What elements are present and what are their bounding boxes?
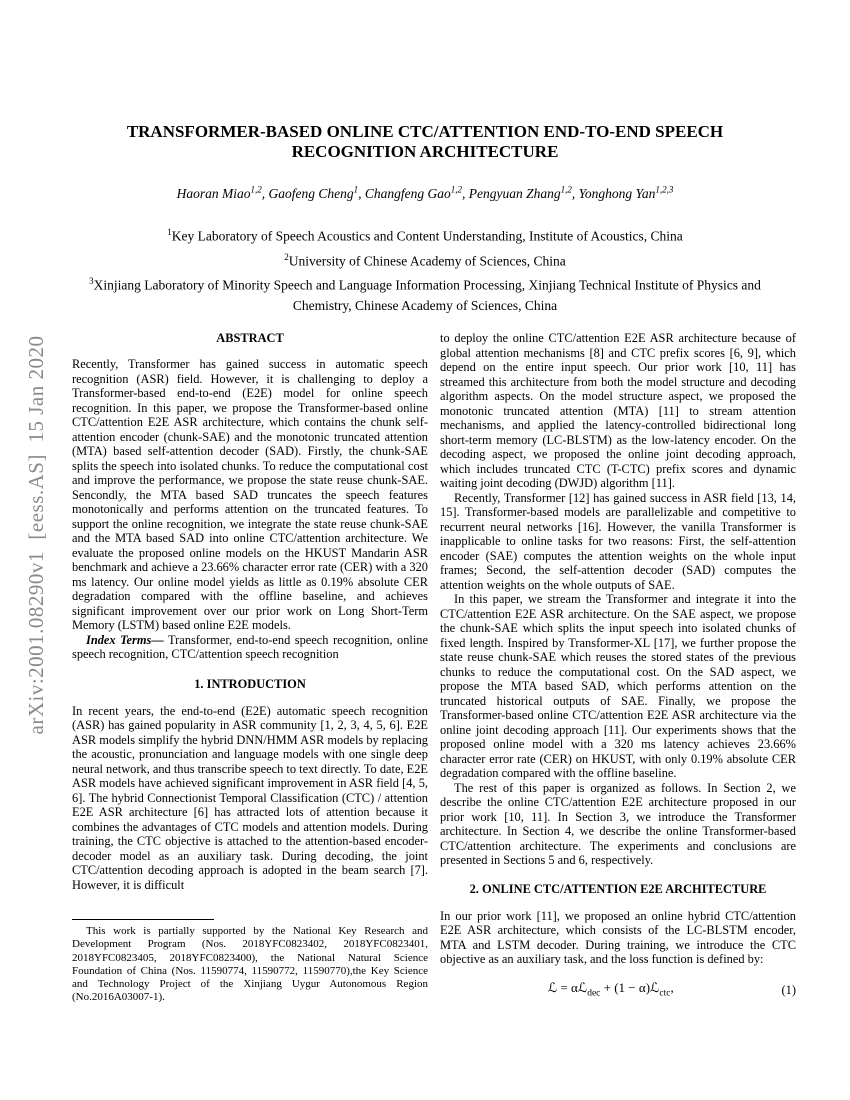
paragraph-transformer-success: Recently, Transformer [12] has gained success in ASR field [13, 14, 15]. Transformer-based models are parallelizable and competitive to recurrent neural networks [16]. However, the vanilla Transformer is inapplicable to online tasks for two reasons: First, the self-attention encoder (SAE) computes the attention weights on the whole input frames; Second, the self-attention decoder (SAD) computes the attention weights on the whole outputs of SAE. [440, 490, 796, 592]
author: Pengyuan Zhang$^{1,2}$, [468, 184, 579, 201]
index-terms [72, 633, 428, 662]
affiliation: $^2$University of Chinese Academy of Sciences, China [284, 251, 566, 268]
section-heading-online-ctc-attention: 2. ONLINE CTC/ATTENTION E2E ARCHITECTURE [469, 881, 767, 896]
paragraph-section2-intro: In our prior work [11], we proposed an online hybrid CTC/attention E2E ASR architecture, which consists of the LC-BLSTM encoder, MTA and LSTM decoder. During training, we introduce the CTC objective as an auxiliary task, and the loss function is defined by: [440, 908, 796, 966]
author-superscript: 1,2 [560, 184, 572, 194]
subscript-ctc: ctc [659, 988, 671, 999]
affiliation: $^3$Xinjiang Laboratory of Minority Speech and Language Information Processing, Xinjiang Technical Institute of Physics and Chemistry, Chinese Academy of Sciences, China [89, 276, 761, 313]
affiliations-block [85, 222, 765, 316]
affiliation-superscript: 2 [284, 251, 289, 262]
equation-row [440, 981, 796, 1001]
right-column [440, 331, 796, 1001]
paragraph-contributions: In this paper, we stream the Transformer and integrate it into the CTC/attention E2E ASR architecture. On the SAE aspect, we propose the chunk-SAE which splits the input speech into isolated chunks of fixed length. Inspired by Transformer-XL [17], we further propose the state reuse chunk-SAE which reuses the stored states of the previous chunks to reduce the computational cost. On the SAD aspect, we propose the MTA based SAD, which performs attention on the truncated historical outputs of SAE. Finally, we propose the Transformer-based online CTC/attention E2E ASR architecture via the online joint decoding approach [11]. Our experiments shows that the proposed online model with a 320 ms latency achieves 23.66% character error rate (CER) on HKUST, with only 0.19% absolute CER degradation compared with the offline baseline. [440, 592, 796, 780]
paper-title-line2: RECOGNITION ARCHITECTURE [291, 142, 559, 161]
footnote-block [72, 919, 428, 1005]
section-heading-introduction: 1. INTRODUCTION [194, 676, 306, 691]
arxiv-stamp: arXiv:2001.08290v1 [eess.AS] 15 Jan 2020 [24, 335, 48, 735]
author-superscript: 1,2,3 [655, 184, 674, 194]
affiliation-superscript: 1 [167, 227, 172, 237]
introduction-paragraph: In recent years, the end-to-end (E2E) automatic speech recognition (ASR) has gained popularity in ASR community [1, 2, 3, 4, 5, 6]. E2E ASR models simplify the hybrid DNN/HMM ASR models by replacing the acoustic, pronunciation and language models with one single deep neural network, and thus transcribe speech to text directly. To date, E2E ASR models have achieved significant improvement in ASR field [4, 5, 6]. The hybrid Connectionist Temporal Classification (CTC) / attention E2E ASR architecture [6] has attracted lots of attention because it combines the advantages of CTC models and attention models. During training, the CTC objective is attached to the attention-based encoder-decoder model as an auxiliary task. During decoding, the joint CTC/attention decoding approach is adopted in the beam search [7]. However, it is difficult [72, 703, 428, 892]
author-superscript: 1 [353, 184, 359, 194]
authors-line [85, 184, 765, 202]
footnote-text: This work is partially supported by the National Key Research and Development Program (Nos. 2018YFC0823402, 2018YFC0823401, 2018YFC0823405, 2018YFC0823400), the National Natural Science Foundation of China (Nos. 11590774, 11590772, 11590770),the Key Science and Technology Project of the Xinjiang Uygur Autonomous Region (No.2016A03007-1). [72, 925, 428, 1004]
author: Yonghong Yan$^{1,2,3}$ [578, 184, 674, 201]
paper-title [85, 122, 765, 162]
left-column [72, 331, 428, 892]
affiliation: $^1$Key Laboratory of Speech Acoustics and Content Understanding, Institute of Acoustics, China [167, 227, 683, 244]
author-superscript: 1,2 [250, 184, 262, 194]
equation-number: (1) [781, 983, 796, 998]
author: Gaofeng Cheng$^1$, [268, 184, 365, 201]
author: Changfeng Gao$^{1,2}$, [364, 184, 469, 201]
index-terms-label: Index Terms— [86, 632, 164, 647]
loss-function-equation: ℒ = αℒ$_{dec}$ + (1 − α)ℒ$_{ctc}$, [547, 979, 674, 999]
affiliation-superscript: 3 [89, 276, 94, 286]
index-terms-text: Transformer, end-to-end speech recognition, online speech recognition, CTC/attention speech recognition [72, 632, 428, 661]
paper-title-line1: TRANSFORMER-BASED ONLINE CTC/ATTENTION END-TO-END SPEECH [126, 122, 724, 141]
paragraph-continuation: to deploy the online CTC/attention E2E ASR architecture because of global attention mechanisms [8] and CTC prefix scores [6, 9], which depend on the entire input speech. Our prior work [10, 11] has streamed this architecture from both the model structure and decoding algorithm aspects. On the model structure aspect, we proposed the monotonic truncated attention (MTA) [11] to stream attention mechanisms, and applied the latency-controlled bidirectional long short-term memory (LC-BLSTM) as the low-latency encoder. On the decoding aspect, we proposed the online joint decoding approach, which includes truncated CTC (T-CTC) prefix scores and dynamic waiting joint decoding (DWJD) algorithm [11]. [440, 331, 796, 490]
subscript-dec: dec [587, 988, 601, 999]
author-superscript: 1,2 [450, 184, 463, 194]
footnote-rule [72, 919, 214, 920]
abstract-text: Recently, Transformer has gained success in automatic speech recognition (ASR) field. However, it is challenging to deploy a Transformer-based end-to-end (E2E) model for online speech recognition. In this paper, we propose the Transformer-based online CTC/attention E2E ASR architecture, which contains the chunk self-attention encoder (chunk-SAE) and the monotonic truncated attention (MTA) based self-attention decoder (SAD). Firstly, the chunk-SAE splits the speech into isolated chunks. To reduce the computational cost and improve the performance, we propose the state reuse chunk-SAE. Sencondly, the MTA based SAD truncates the speech features monotonically and performs attention on the truncated features. To support the online recognition, we integrate the state reuse chunk-SAE and the MTA based SAD into online CTC/attention architecture. We evaluate the proposed online models on the HKUST Mandarin ASR benchmark and achieve a 23.66% character error rate (CER) with a 320 ms latency. Our online model yields as little as 0.19% absolute CER degradation compared with the offline baseline, and achieves significant improvement over our prior work on Long Short-Term Memory (LSTM) based online E2E models. [72, 357, 428, 632]
paragraph-outline: The rest of this paper is organized as follows. In Section 2, we describe the online CTC/attention E2E architecture proposed in our prior work [10, 11]. In Section 3, we introduce the Transformer architecture. In Section 4, we describe the online Transformer-based CTC/attention architecture. The experiments and conclusions are presented in Sections 5 and 6, respectively. [440, 780, 796, 867]
author: Haoran Miao$^{1,2}$, [176, 184, 269, 201]
abstract-heading: ABSTRACT [216, 331, 284, 345]
